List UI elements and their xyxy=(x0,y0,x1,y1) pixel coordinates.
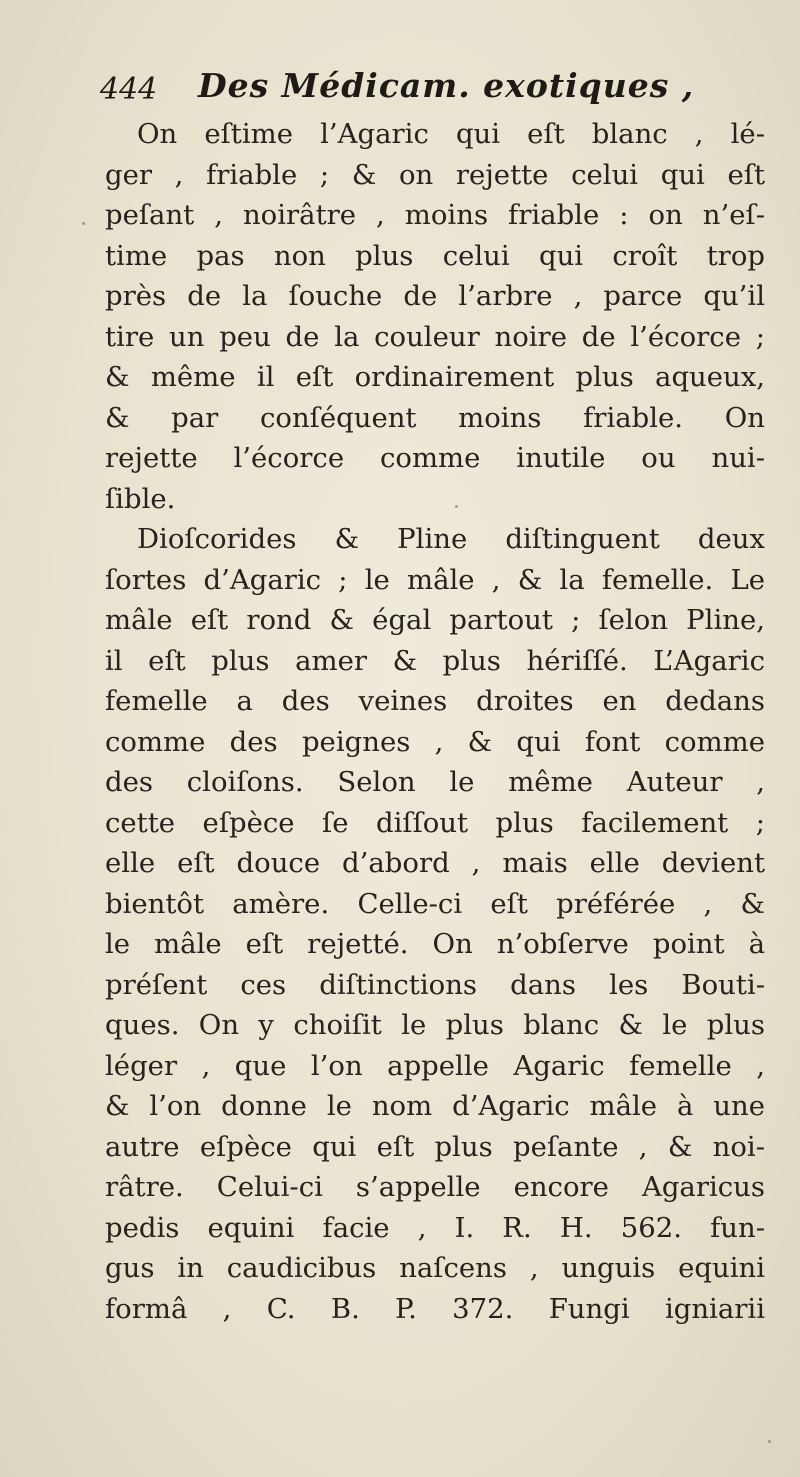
text-line: time pas non plus celui qui croît trop xyxy=(105,239,765,272)
text-line: cette eſpèce ſe diſſout plus facilement ; xyxy=(105,806,765,839)
text-line: ſortes d’Agaric ; le mâle , & la femelle. Le xyxy=(105,563,765,596)
text-line: mâle eſt rond & égal partout ; ſelon Pline, xyxy=(105,604,765,636)
text-line: autre eſpèce qui eſt plus peſante , & noi- xyxy=(105,1130,765,1163)
text-line: & même il eſt ordinairement plus aqueux, xyxy=(105,361,765,393)
page-number: 444 xyxy=(100,72,158,107)
page-header xyxy=(100,66,760,116)
text-line: femelle a des veines droites en dedans xyxy=(105,685,765,717)
text-line: il eſt plus amer & plus hériſſé. L’Agaric xyxy=(105,644,765,677)
paper-speck xyxy=(768,1440,771,1443)
text-line: formâ , C. B. P. 372. Fungi igniarii xyxy=(105,1292,765,1325)
body-text xyxy=(105,114,765,1329)
paper-speck xyxy=(455,505,458,508)
text-line: le mâle eſt rejetté. On n’obſerve point à xyxy=(105,928,765,960)
text-line: pedis equini facie , I. R. H. 562. fun- xyxy=(105,1211,765,1244)
text-line: Dioſcorides & Pline diſtinguent deux xyxy=(137,523,765,555)
text-line: râtre. Celui-ci s’appelle encore Agaricus xyxy=(105,1171,765,1203)
text-line: des cloiſons. Selon le même Auteur , xyxy=(105,766,765,798)
text-line: ques. On y choiſit le plus blanc & le plus xyxy=(105,1009,765,1041)
text-line: près de la ſouche de l’arbre , parce qu’il xyxy=(105,280,765,312)
text-line: ſible. xyxy=(105,482,176,515)
paper-speck xyxy=(82,222,85,225)
text-line: & l’on donne le nom d’Agaric mâle à une xyxy=(105,1090,765,1122)
text-line: léger , que l’on appelle Agaric femelle , xyxy=(105,1049,765,1082)
text-line: tire un peu de la couleur noire de l’écorce ; xyxy=(105,320,765,353)
text-line: & par conſéquent moins friable. On xyxy=(105,401,765,434)
text-line: rejette l’écorce comme inutile ou nui- xyxy=(105,442,765,474)
running-title: Des Médicam. exotiques , xyxy=(198,66,695,105)
text-line: elle eſt douce d’abord , mais elle devient xyxy=(105,847,765,879)
text-line: gus in caudicibus naſcens , unguis equini xyxy=(105,1252,765,1284)
text-line: On eſtime l’Agaric qui eſt blanc , lé- xyxy=(137,118,765,150)
text-line: ger , friable ; & on rejette celui qui eſt xyxy=(105,158,765,191)
text-line: bientôt amère. Celle-ci eſt préférée , & xyxy=(105,887,765,920)
text-line: peſant , noirâtre , moins friable : on n’eſ- xyxy=(105,199,765,231)
text-line: comme des peignes , & qui font comme xyxy=(105,725,765,758)
text-line: préſent ces diſtinctions dans les Bouti- xyxy=(105,968,765,1001)
